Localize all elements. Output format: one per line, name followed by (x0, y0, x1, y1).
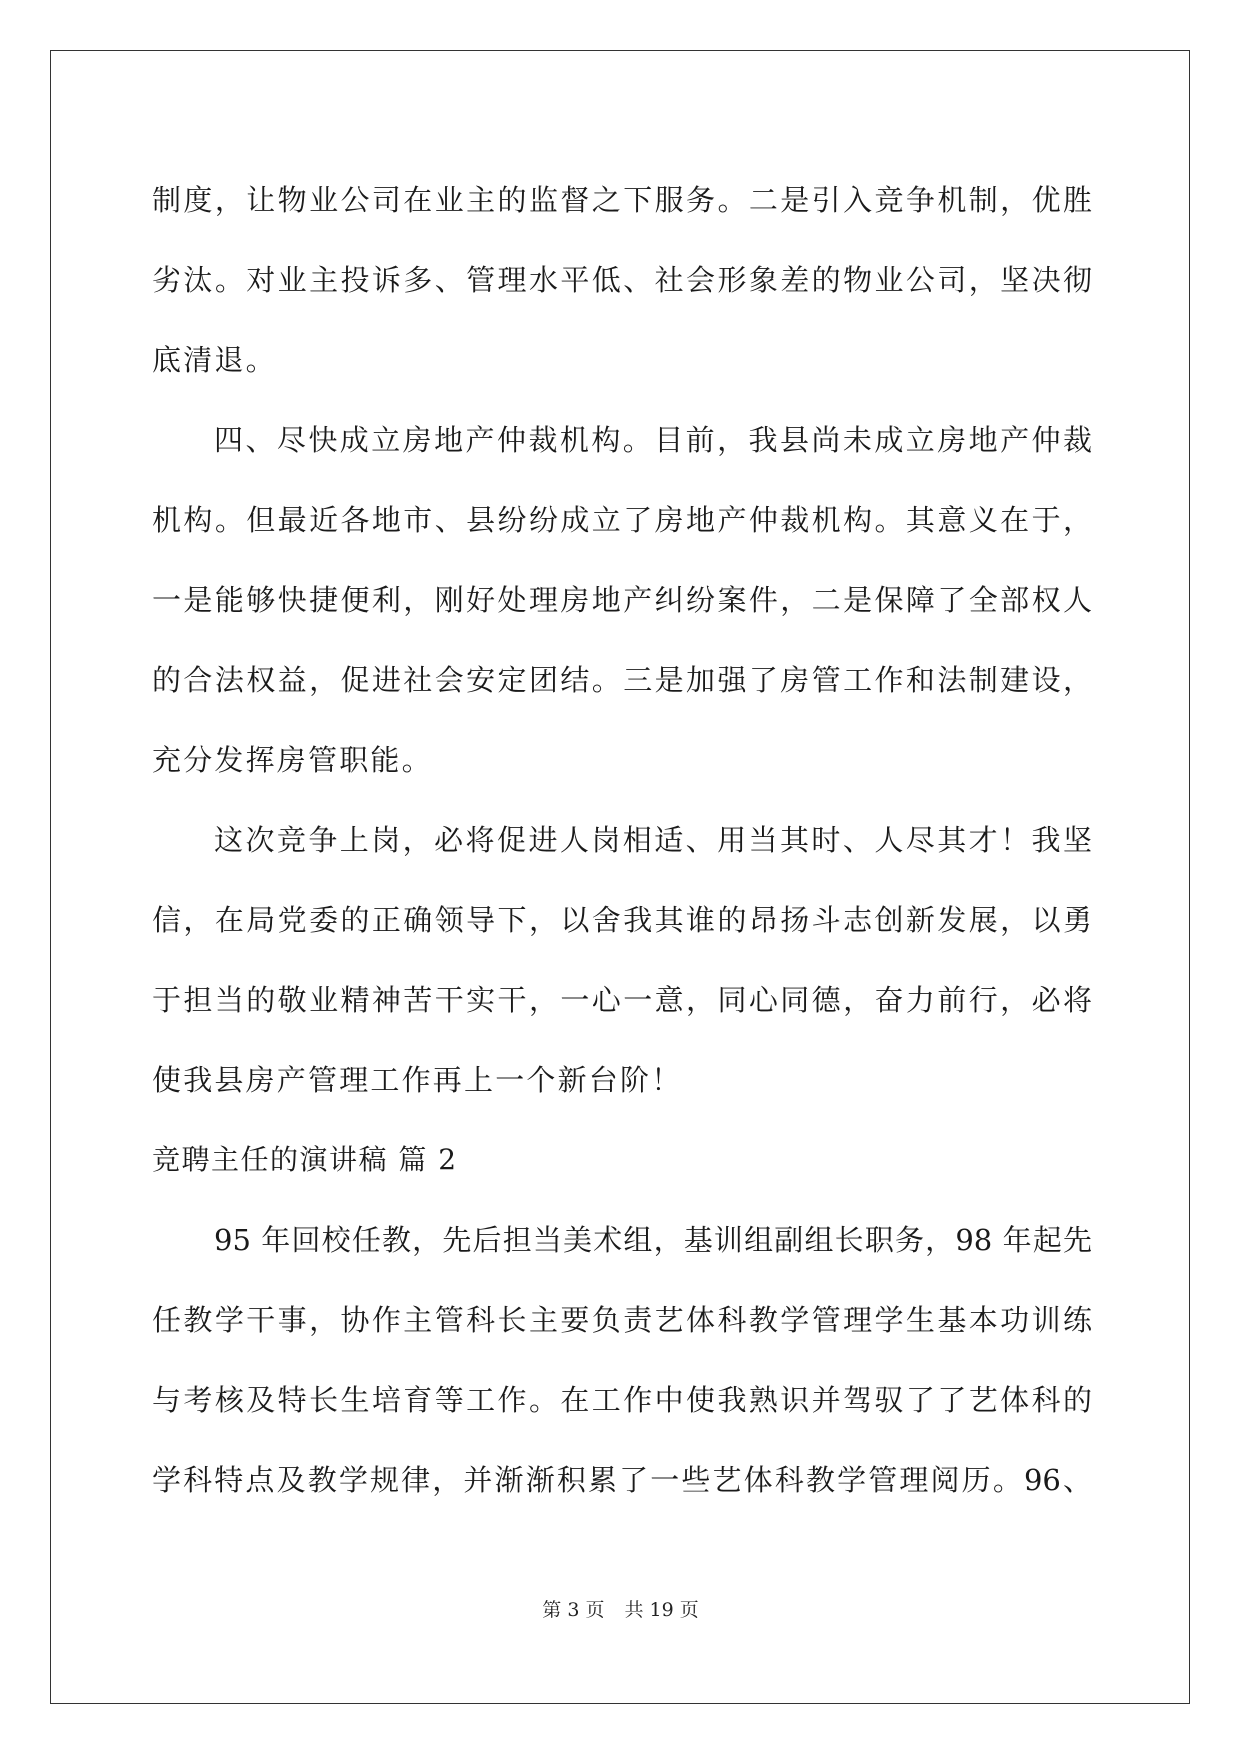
text-line: 劣汰。对业主投诉多、管理水平低、社会形象差的物业公司，坚决彻 (152, 263, 1092, 297)
text-line: 任教学干事，协作主管科长主要负责艺体科教学管理学生基本功训练 (152, 1303, 1092, 1337)
page-footer (0, 1598, 1241, 1622)
text-line: 学科特点及教学规律，并渐渐积累了一些艺体科教学管理阅历。96、 (152, 1463, 1092, 1497)
text-line: 于担当的敬业精神苦干实干，一心一意，同心同德，奋力前行，必将 (152, 983, 1092, 1017)
text-line: 的合法权益，促进社会安定团结。三是加强了房管工作和法制建设， (152, 663, 1092, 697)
text-line: 底清退。 (152, 343, 277, 377)
text-line: 四、尽快成立房地产仲裁机构。目前，我县尚未成立房地产仲裁 (214, 423, 1092, 457)
section-heading: 竞聘主任的演讲稿 篇 2 (152, 1143, 458, 1176)
text-line: 95 年回校任教，先后担当美术组，基训组副组长职务，98 年起先 (214, 1223, 1092, 1257)
text-line: 充分发挥房管职能。 (152, 743, 433, 777)
text-line: 与考核及特长生培育等工作。在工作中使我熟识并驾驭了了艺体科的 (152, 1383, 1092, 1417)
text-line: 信，在局党委的正确领导下，以舍我其谁的昂扬斗志创新发展，以勇 (152, 903, 1092, 937)
text-line: 使我县房产管理工作再上一个新台阶！ (152, 1063, 683, 1097)
text-line: 一是能够快捷便利，刚好处理房地产纠纷案件，二是保障了全部权人 (152, 583, 1092, 617)
document-body (152, 160, 1092, 1520)
text-line: 这次竞争上岗，必将促进人岗相适、用当其时、人尽其才！我坚 (214, 823, 1092, 857)
text-line: 机构。但最近各地市、县纷纷成立了房地产仲裁机构。其意义在于， (152, 503, 1092, 537)
page-number-current: 第 3 页 (542, 1599, 605, 1621)
text-line: 制度，让物业公司在业主的监督之下服务。二是引入竞争机制，优胜 (152, 183, 1092, 217)
page-number-total: 共 19 页 (624, 1599, 699, 1621)
